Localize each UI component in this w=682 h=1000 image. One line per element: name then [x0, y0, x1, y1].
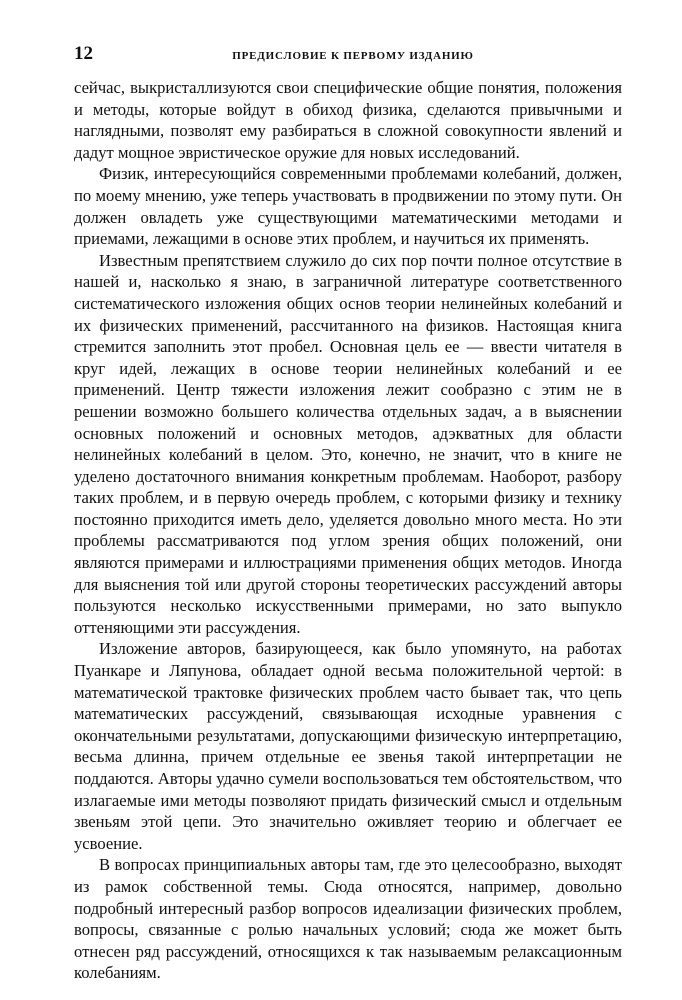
paragraph-1: сейчас, выкристаллизуются свои специфические общие понятия, положения и методы, которые войдут в обиход физика, сделаются привычными и наглядными, позволят ему разбираться в сложной совокупности явлений и дадут мощное эвристическое оружие для новых исследований. — [74, 78, 622, 162]
paragraph-2: Физик, интересующийся современными проблемами колебаний, должен, по моему мнению, уже теперь участвовать в продвижении по этому пути. Он должен овладеть уже существующими математическими методами и приемами, лежащими в основе этих проблем, и научиться их применять. — [74, 164, 622, 249]
paragraph-3: Известным препятствием служило до сих пор почти полное отсутствие в нашей и, насколько я знаю, в заграничной литературе соответственного систематического изложения общих основ теории нелинейных колебаний и их физических применений, рассчитанного на физиков. Настоящая книга стремится заполнить этот пробел. Основная цель ее — ввести читателя в круг идей, лежащих в основе теории нелинейных колебаний и ее применений. Центр тяжести изложения лежит сообразно с этим не в решении возможно большего количества отдельных задач, а в выяснении основных положений и основных методов, адэкватных для области нелинейных колебаний в целом. Это, конечно, не значит, что в книге не уделено достаточного внимания конкретным проблемам. Наоборот, разбору таких проблем, и в первую очередь проблем, с которыми физику и технику постоянно приходится иметь дело, уделяется довольно много места. Но эти проблемы рассматриваются под углом зрения общих положений, они являются примерами и иллюстрациями применения общих методов. Иногда для выяснения той или другой стороны теоретических рассуждений авторы пользуются несколько искусственными примерами, но зато выпукло оттеняющими эти рассуждения. — [74, 250, 622, 637]
paragraph-5: В вопросах принципиальных авторы там, где это целесообразно, выходят из рамок собственной темы. Сюда относятся, например, довольно подробный интересный разбор вопросов идеализации физических проблем, вопросы, связанные с ролью начальных условий; сюда же может быть отнесен ряд рассуждений, относящихся к так называемым релаксационным колебаниям. — [74, 855, 622, 983]
body-text — [74, 77, 622, 984]
paragraph-4: Изложение авторов, базирующееся, как было упомянуто, на работах Пуанкаре и Ляпунова, обладает одной весьма положительной чертой: в математической трактовке физических проблем часто бывает так, что цепь математических рассуждений, связывающая исходные уравнения с окончательными результатами, допускающими физическую интерпретацию, весьма длинна, причем отдельные ее звенья такой интерпретации не поддаются. Авторы удачно сумели воспользоваться тем обстоятельством, что излагаемые ими методы позволяют придать физический смысл и отдельным звеньям этой цепи. Это значительно оживляет теорию и облегчает ее усвоение. — [74, 639, 622, 853]
running-head: ПРЕДИСЛОВИЕ К ПЕРВОМУ ИЗДАНИЮ — [232, 50, 474, 62]
page-number: 12 — [74, 43, 93, 64]
